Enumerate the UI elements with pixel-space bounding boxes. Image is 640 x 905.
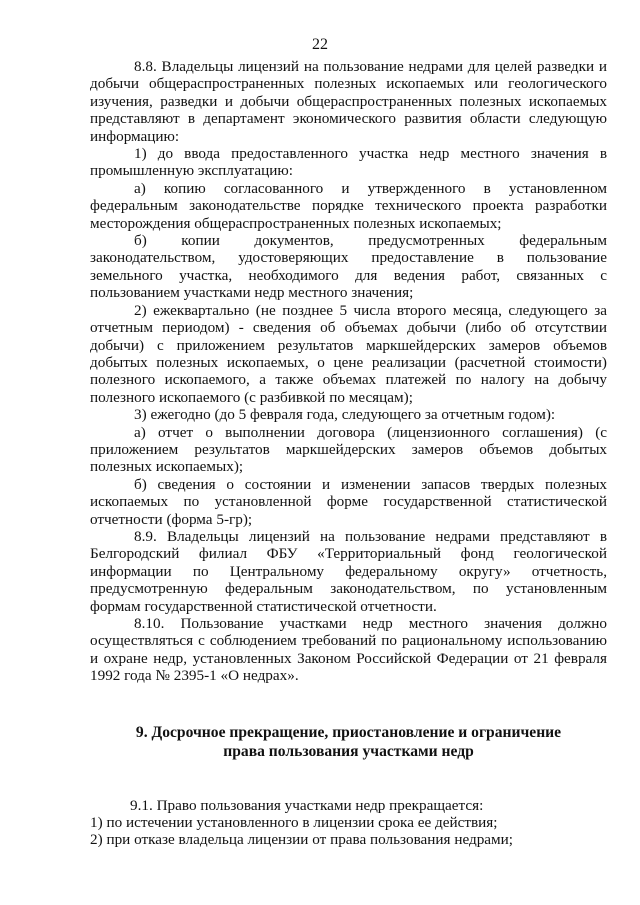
paragraph-8-8: 8.8. Владельцы лицензий на пользование недрами для целей разведки и добычи общераспространенных полезных ископаемых или геологического изучения, разведки и добычи общераспространенных полезных ископаемых представляют в департамент экономического развития области следующую информацию:	[90, 58, 607, 145]
paragraph-9-1-item-2: 2) при отказе владельца лицензии от права пользования недрами;	[90, 831, 514, 849]
paragraph-9-1: 9.1. Право пользования участками недр прекращается:	[130, 796, 484, 814]
section-9-title-line-2: права пользования участками недр	[223, 742, 474, 760]
paragraph-8-10: 8.10. Пользование участками недр местного значения должно осуществляться с соблюдением требований по рациональному использованию и охране недр, установленных Законом Российской Федерации от 21 февраля 1992 года № 2395-1 «О недрах».	[90, 615, 607, 685]
paragraph-8-8-item-3a: а) отчет о выполнении договора (лицензионного соглашения) (с приложением результатов маркшейдерских замеров объемов добытых полезных ископаемых);	[90, 423, 607, 476]
paragraph-8-8-item-1: 1) до ввода предоставленного участка недр местного значения в промышленную эксплуатацию:	[90, 145, 607, 180]
paragraph-8-8-item-3b: б) сведения о состоянии и изменении запасов твердых полезных ископаемых по установленной форме государственной статистической отчетности (форма 5-гр);	[90, 475, 607, 528]
paragraph-8-8-item-3: 3) ежегодно (до 5 февраля года, следующего за отчетным годом):	[134, 406, 556, 424]
paragraph-9-1-item-1: 1) по истечении установленного в лицензии срока ее действия;	[90, 814, 498, 832]
paragraph-8-8-item-1b: б) копии документов, предусмотренных федеральным законодательством, удостоверяющих предоставление в пользование земельного участка, необходимого для ведения работ, связанных с пользованием участками недр местного значения;	[90, 232, 607, 302]
section-9-title-line-1: 9. Досрочное прекращение, приостановление и ограничение	[135, 723, 562, 741]
paragraph-8-8-item-1a: а) копию согласованного и утвержденного в установленном федеральным законодательстве порядке технического проекта разработки месторождения общераспространенных полезных ископаемых;	[90, 179, 607, 232]
section-9-heading	[90, 723, 607, 761]
paragraph-8-8-item-2: 2) ежеквартально (не позднее 5 числа второго месяца, следующего за отчетным периодом) - сведения об объемах добычи (либо об отсутствии добычи) с приложением результатов маркшейдерских замеров объемов добытых полезных ископаемых, о цене реализации (расчетной стоимости) полезного ископаемого, а также объемах платежей по налогу на добычу полезного ископаемого (с разбивкой по месяцам);	[90, 301, 607, 406]
document-body	[90, 58, 607, 849]
page-number: 22	[312, 36, 328, 53]
paragraph-8-9: 8.9. Владельцы лицензий на пользование недрами представляют в Белгородский филиал ФБУ «Территориальный фонд геологической информации по Центральному федеральному округу» отчетность, предусмотренную федеральным законодательством, по установленным формам государственной статистической отчетности.	[90, 527, 607, 615]
section-spacer	[90, 761, 607, 797]
